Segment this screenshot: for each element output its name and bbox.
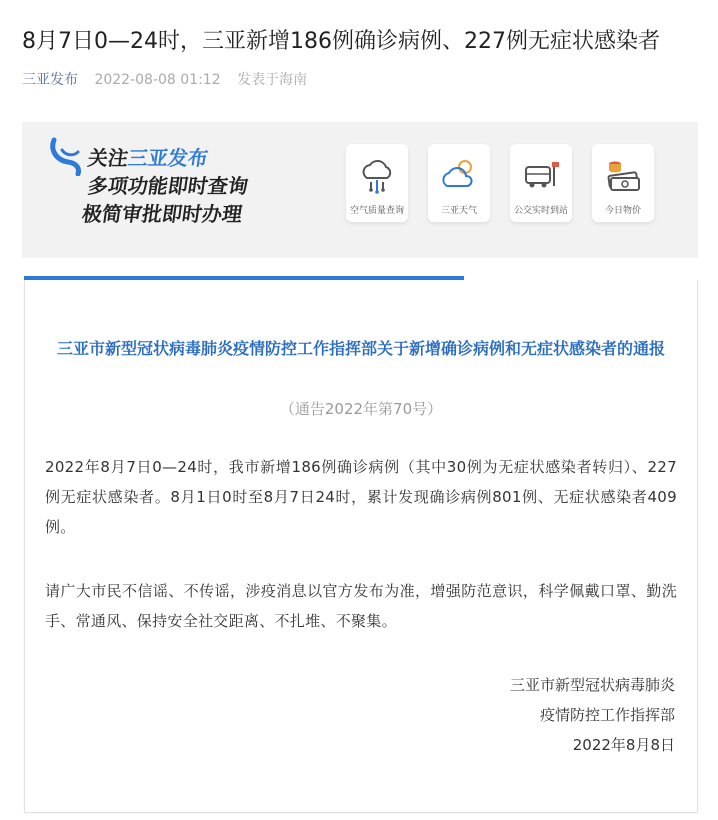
tile-bus[interactable]: [510, 144, 572, 222]
article-meta: [22, 71, 307, 89]
money-icon: [603, 154, 643, 194]
banner-slogan: [78, 144, 254, 228]
notice-heading: 三亚市新型冠状病毒肺炎疫情防控工作指挥部关于新增确诊病例和无症状感染者的通报: [56, 339, 665, 358]
tile-label: 今日物价: [604, 206, 641, 216]
publish-location: 发表于海南: [237, 72, 308, 88]
weather-icon: [439, 154, 479, 194]
article-title: 8月7日0—24时，三亚新增186例确诊病例、227例无症状感染者: [22, 29, 660, 54]
publish-time: 2022-08-08 01:12: [94, 72, 221, 88]
slogan-highlight: 三亚发布: [126, 146, 210, 170]
signature-date: 2022年8月8日: [572, 736, 675, 754]
tile-prices[interactable]: [592, 144, 654, 222]
notice-card: [24, 280, 698, 813]
signature-line-1: 三亚市新型冠状病毒肺炎: [509, 676, 675, 694]
air-quality-icon: [357, 154, 397, 194]
slogan-line-3: 极简审批即时办理: [80, 202, 244, 226]
slogan-line-2: 多项功能即时查询: [86, 174, 250, 198]
brand-logo-icon: [48, 136, 84, 176]
tile-weather[interactable]: [428, 144, 490, 222]
signature-line-2: 疫情防控工作指挥部: [539, 706, 675, 724]
notice-paragraph-2: 请广大市民不信谣、不传谣，涉疫消息以官方发布为准，增强防范意识，科学佩戴口罩、勤洗手、常通风、保持安全社交距离、不扎堆、不聚集。: [45, 582, 677, 630]
follow-banner[interactable]: [22, 122, 698, 258]
tile-air-quality[interactable]: [346, 144, 408, 222]
bus-icon: [521, 154, 561, 194]
slogan-prefix: 关注: [86, 146, 130, 170]
notice-number: （通告2022年第70号）: [279, 400, 443, 418]
tile-label: 三亚天气: [440, 206, 477, 216]
tile-label: 公交实时到站: [513, 206, 568, 216]
account-name-link[interactable]: 三亚发布: [22, 72, 78, 88]
notice-paragraph-1: 2022年8月7日0—24时，我市新增186例确诊病例（其中30例为无症状感染者转归）、227例无症状感染者。8月1日0时至8月7日24时，累计发现确诊病例801例、无症状感染者409例。: [45, 458, 677, 536]
tile-label: 空气质量查询: [349, 206, 404, 216]
